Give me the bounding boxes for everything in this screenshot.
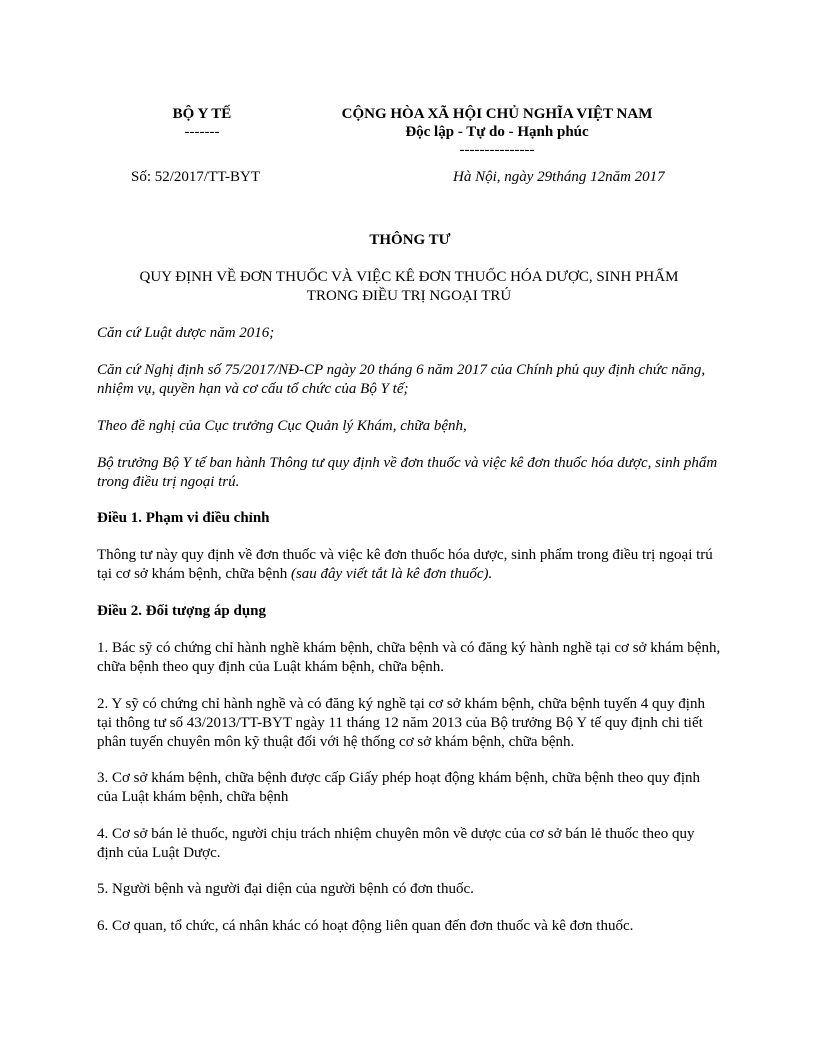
document-number: Số: 52/2017/TT-BYT <box>131 169 261 185</box>
document-subject-line2: TRONG ĐIỀU TRỊ NGOẠI TRÚ <box>306 288 512 304</box>
article-2-item-1: 1. Bác sỹ có chứng chỉ hành nghề khám bệnh, chữa bệnh và có đăng ký hành nghề tại cơ sở khám bệnh, chữa bệnh theo quy định của Luật khám bệnh, chữa bệnh. <box>97 640 721 675</box>
legal-basis-1: Căn cứ Luật dược năm 2016; <box>97 325 275 341</box>
motto-rule: --------------- <box>459 142 535 158</box>
article-2-item-2: 2. Y sỹ có chứng chỉ hành nghề và có đăng ký nghề tại cơ sở khám bệnh, chữa bệnh tuyến 4 quy định tại thông tư số 43/2013/TT-BYT ngày 11 tháng 12 năm 2013 của Bộ trưởng Bộ Y tế quy định chi tiết phân tuyến chuyên môn kỹ thuật đối với hệ thống cơ sở khám bệnh, chữa bệnh. <box>97 696 705 750</box>
article-2-item-6: 6. Cơ quan, tổ chức, cá nhân khác có hoạt động liên quan đến đơn thuốc và kê đơn thuốc. <box>97 918 634 934</box>
place-and-date: Hà Nội, ngày 29tháng 12năm 2017 <box>453 169 665 185</box>
ministry-rule: ------- <box>184 124 220 140</box>
article-2-item-5: 5. Người bệnh và người đại diện của người bệnh có đơn thuốc. <box>97 881 474 897</box>
document-subject-line1: QUY ĐỊNH VỀ ĐƠN THUỐC VÀ VIỆC KÊ ĐƠN THUỐC HÓA DƯỢC, SINH PHẨM <box>139 269 679 285</box>
ministry-name: BỘ Y TẾ <box>172 106 232 122</box>
document-type: THÔNG TƯ <box>369 232 451 248</box>
article-2-item-4: 4. Cơ sở bán lẻ thuốc, người chịu trách nhiệm chuyên môn về dược của cơ sở bán lẻ thuốc theo quy định của Luật Dược. <box>97 826 695 861</box>
article-1-text-main: Thông tư này quy định về đơn thuốc và việc kê đơn thuốc hóa dược, sinh phẩm trong điều trị ngoại trú tại cơ sở khám bệnh, chữa bệnh <box>97 547 713 582</box>
proposal-line: Theo đề nghị của Cục trưởng Cục Quản lý Khám, chữa bệnh, <box>97 418 467 434</box>
issuance-line: Bộ trưởng Bộ Y tế ban hành Thông tư quy định về đơn thuốc và việc kê đơn thuốc hóa dược, sinh phẩm trong điều trị ngoại trú. <box>97 455 718 490</box>
article-1-text-note: (sau đây viết tắt là kê đơn thuốc). <box>290 566 493 582</box>
article-2-heading: Điều 2. Đối tượng áp dụng <box>97 603 267 619</box>
country-name: CỘNG HÒA XÃ HỘI CHỦ NGHĨA VIỆT NAM <box>341 106 653 122</box>
article-1-text <box>97 546 723 584</box>
legal-basis-2: Căn cứ Nghị định số 75/2017/NĐ-CP ngày 20 tháng 6 năm 2017 của Chính phủ quy định chức năng, nhiệm vụ, quyền hạn và cơ cấu tổ chức của Bộ Y tế; <box>97 362 706 397</box>
national-motto: Độc lập - Tự do - Hạnh phúc <box>405 124 589 140</box>
article-2-item-3: 3. Cơ sở khám bệnh, chữa bệnh được cấp Giấy phép hoạt động khám bệnh, chữa bệnh theo quy định của Luật khám bệnh, chữa bệnh <box>97 770 701 805</box>
article-1-heading: Điều 1. Phạm vi điều chỉnh <box>97 510 270 526</box>
